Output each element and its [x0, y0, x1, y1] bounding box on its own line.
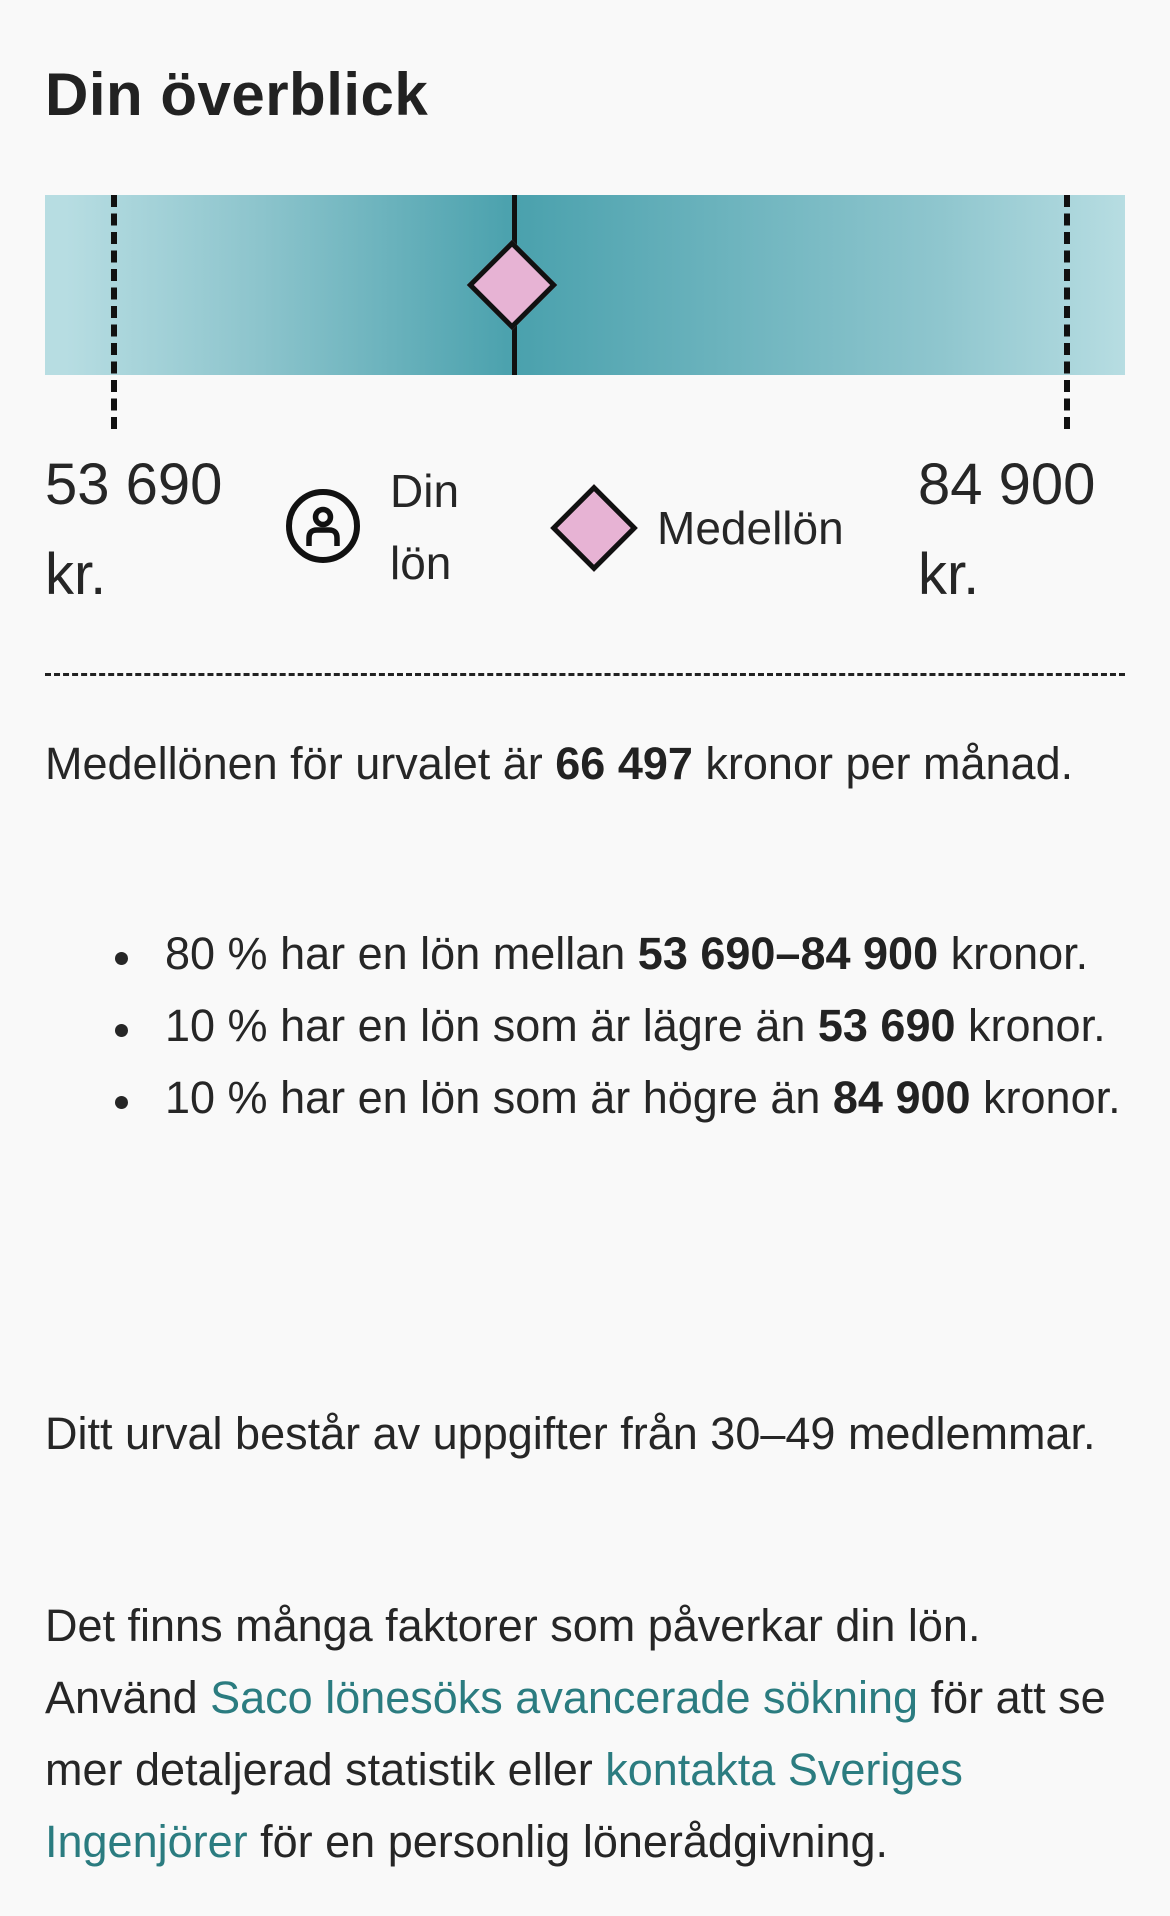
- legend-your-salary-label: Din lön: [390, 465, 460, 589]
- diamond-icon: [550, 484, 638, 572]
- list-item-suffix: kronor.: [955, 1000, 1106, 1051]
- average-summary: [45, 728, 1125, 800]
- list-item-suffix: kronor.: [938, 928, 1089, 979]
- list-item: [45, 918, 1125, 990]
- divider: [45, 673, 1125, 676]
- percentile-list: [45, 918, 1125, 1134]
- list-item-prefix: 80 % har en lön mellan: [165, 928, 638, 979]
- list-item-prefix: 10 % har en lön som är lägre än: [165, 1000, 818, 1051]
- list-item-prefix: 10 % har en lön som är högre än: [165, 1072, 833, 1123]
- advanced-search-link[interactable]: Saco lönesöks avancerade sökning: [210, 1672, 919, 1723]
- average-amount: 66 497: [555, 738, 693, 789]
- person-circle-icon: [285, 488, 361, 564]
- salary-range-bar: [45, 195, 1125, 375]
- min-percentile-marker: [111, 195, 117, 429]
- list-item: [45, 990, 1125, 1062]
- average-summary-prefix: Medellönen för urvalet är: [45, 738, 556, 789]
- max-percentile-marker: [1064, 195, 1070, 429]
- page-title: Din överblick: [45, 61, 429, 128]
- range-max-label: 84 900 kr.: [918, 452, 1096, 607]
- members-info: Ditt urval består av uppgifter från 30–49 medlemmar.: [45, 1408, 1096, 1459]
- list-item: [45, 1062, 1125, 1134]
- legend-average-label: Medellön: [657, 502, 844, 554]
- list-item-suffix: kronor.: [970, 1072, 1121, 1123]
- list-item-value: 53 690–84 900: [637, 928, 939, 979]
- list-item-value: 84 900: [832, 1072, 971, 1123]
- factors-text-2: för att se mer detaljerad statistik eller: [45, 1672, 1106, 1795]
- list-item-value: 53 690: [817, 1000, 956, 1051]
- contact-link[interactable]: kontakta Sveriges Ingenjörer: [45, 1744, 963, 1867]
- average-summary-suffix: kronor per månad.: [692, 738, 1074, 789]
- factors-text-1: Det finns många faktorer som påverkar din lön. Använd: [45, 1600, 981, 1723]
- factors-info: [45, 1590, 1125, 1878]
- factors-text-3: för en personlig lönerådgivning.: [247, 1816, 889, 1867]
- range-min-label: 53 690 kr.: [45, 452, 223, 607]
